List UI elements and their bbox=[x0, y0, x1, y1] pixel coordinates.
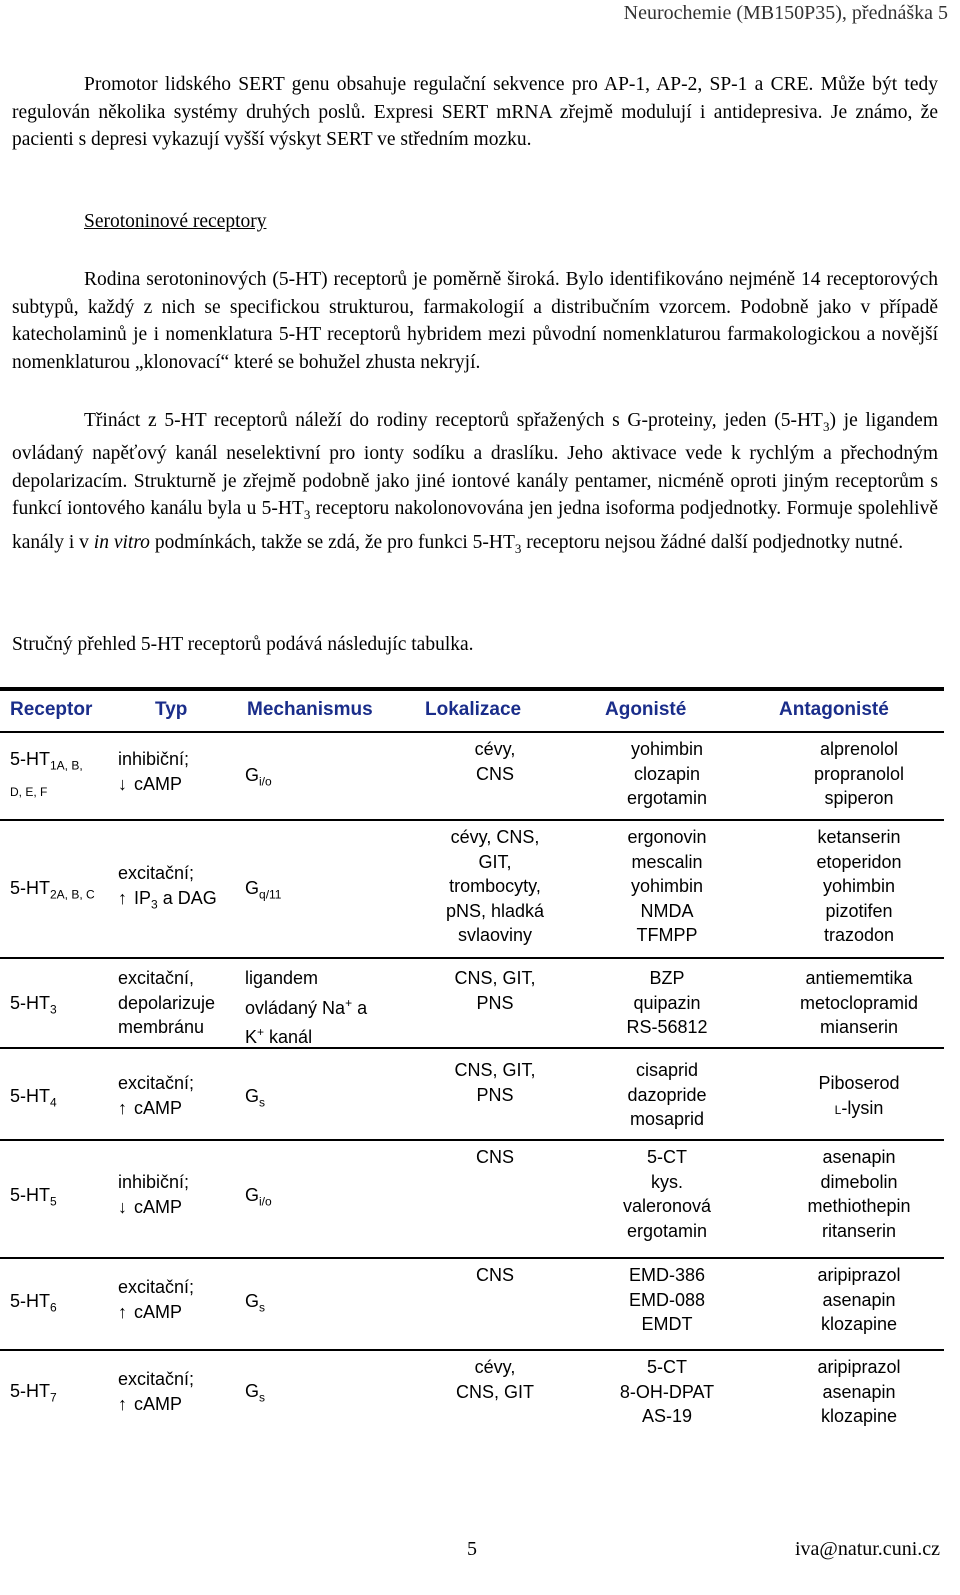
text: 5-HT bbox=[10, 1291, 50, 1311]
text: cévy, bbox=[474, 1357, 516, 1377]
subscript: 4 bbox=[50, 1095, 57, 1110]
text: CNS bbox=[475, 1265, 514, 1285]
text: CNS, GIT, bbox=[454, 1060, 536, 1080]
table-row bbox=[0, 733, 944, 821]
subscript: 3 bbox=[303, 507, 311, 523]
text: svlaoviny bbox=[457, 925, 533, 946]
receptor-table bbox=[0, 687, 944, 1441]
text: GIT, bbox=[478, 851, 512, 872]
text: 5-HT bbox=[10, 1086, 50, 1106]
mechanism-cell bbox=[245, 1379, 420, 1410]
text: 5-HT bbox=[10, 1185, 50, 1205]
text: G bbox=[245, 1291, 260, 1311]
text: Piboserod bbox=[818, 1073, 900, 1093]
text: RS-56812 bbox=[626, 1017, 708, 1038]
text: G bbox=[245, 765, 260, 785]
text: G bbox=[245, 1381, 260, 1401]
type-cell bbox=[118, 1367, 238, 1416]
text: antiememtika bbox=[805, 968, 913, 988]
text: cAMP bbox=[134, 773, 183, 794]
text: yohimbin bbox=[630, 876, 704, 897]
localization-cell bbox=[425, 1263, 565, 1288]
text: excitační; bbox=[118, 1277, 195, 1297]
type-cell bbox=[118, 1170, 238, 1219]
up-arrow-icon: ↑ bbox=[118, 1097, 127, 1118]
text: EMDT bbox=[641, 1314, 693, 1335]
receptor-cell bbox=[10, 1183, 110, 1214]
text: excitační; bbox=[118, 1369, 195, 1389]
table-row bbox=[0, 1351, 944, 1441]
text: BZP bbox=[649, 968, 685, 988]
text: clozapin bbox=[633, 763, 701, 784]
antagonists-cell bbox=[774, 1071, 944, 1122]
subscript: 3 bbox=[151, 897, 158, 912]
text: CNS bbox=[475, 1147, 514, 1167]
text: etoperidon bbox=[816, 851, 902, 872]
page-number: 5 bbox=[467, 1538, 477, 1560]
localization-cell bbox=[425, 1058, 565, 1107]
text: receptoru nakolonovována jen jedna isoforma podjednotky. Formuje spolehlivě kanály i v bbox=[12, 498, 938, 553]
text: ergotamin bbox=[626, 788, 708, 809]
text: ergonovin bbox=[627, 827, 707, 847]
text: ovládaný Na bbox=[245, 997, 346, 1018]
mechanism-cell bbox=[245, 1289, 420, 1320]
localization-cell bbox=[425, 1145, 565, 1170]
text: klozapine bbox=[820, 1406, 898, 1427]
localization-cell bbox=[425, 737, 565, 786]
down-arrow-icon: ↓ bbox=[118, 773, 127, 794]
text: 5-HT bbox=[10, 878, 50, 898]
text: trombocyty, bbox=[449, 876, 541, 897]
text: G bbox=[245, 878, 260, 898]
text: D, E, F bbox=[10, 785, 48, 800]
agonists-cell bbox=[582, 825, 752, 948]
text: asenapin bbox=[822, 1381, 896, 1402]
text: NMDA bbox=[640, 900, 694, 921]
receptor-cell bbox=[10, 876, 110, 907]
text: podmínkách, takže se zdá, že pro funkci 5-HT bbox=[149, 531, 515, 553]
text: membránu bbox=[118, 1017, 205, 1038]
page-header: Neurochemie (MB150P35), přednáška 5 bbox=[623, 2, 948, 24]
text: alprenolol bbox=[819, 739, 899, 759]
text: cAMP bbox=[134, 1097, 183, 1118]
author-email: iva@natur.cuni.cz bbox=[794, 1538, 940, 1560]
text: yohimbin bbox=[630, 739, 704, 759]
text: 5-HT bbox=[10, 1381, 50, 1401]
superscript: + bbox=[257, 1025, 265, 1040]
header-typ: Typ bbox=[155, 699, 188, 720]
receptor-cell bbox=[10, 991, 110, 1022]
text: 5-HT bbox=[10, 749, 50, 769]
agonists-cell bbox=[582, 966, 752, 1040]
agonists-cell bbox=[582, 737, 752, 811]
subscript: 1A, B, bbox=[50, 758, 83, 773]
text: cévy, bbox=[474, 739, 516, 759]
table-header-row bbox=[0, 691, 944, 733]
mechanism-cell bbox=[245, 1183, 420, 1214]
table-row bbox=[0, 821, 944, 959]
receptor-cell bbox=[10, 1084, 110, 1115]
text: excitační, bbox=[118, 968, 195, 988]
subscript: 7 bbox=[50, 1390, 57, 1405]
section-heading: Serotoninové receptory bbox=[84, 211, 267, 232]
table-row bbox=[0, 1259, 944, 1351]
text: aripiprazol bbox=[817, 1265, 901, 1285]
text: a DAG bbox=[157, 887, 217, 908]
down-arrow-icon: ↓ bbox=[118, 1196, 127, 1217]
up-arrow-icon: ↑ bbox=[118, 887, 127, 908]
text: CNS bbox=[475, 763, 514, 784]
text: cAMP bbox=[134, 1196, 183, 1217]
up-arrow-icon: ↑ bbox=[118, 1301, 127, 1322]
text: ligandem bbox=[245, 968, 319, 988]
subscript: 3 bbox=[50, 1002, 57, 1017]
antagonists-cell bbox=[774, 737, 944, 811]
text: CNS, GIT, bbox=[454, 968, 536, 988]
text: ketanserin bbox=[817, 827, 901, 847]
type-cell bbox=[118, 966, 238, 1040]
text: ritanserin bbox=[821, 1220, 897, 1241]
text: cévy, CNS, bbox=[450, 827, 540, 847]
text: PNS bbox=[476, 992, 514, 1013]
text: kys. bbox=[650, 1171, 683, 1192]
antagonists-cell bbox=[774, 1355, 944, 1429]
text: pNS, hladká bbox=[445, 900, 545, 921]
text: EMD-088 bbox=[628, 1289, 706, 1310]
subscript: 3 bbox=[514, 540, 522, 556]
text: asenapin bbox=[822, 1289, 896, 1310]
type-cell bbox=[118, 1071, 238, 1120]
text: cAMP bbox=[134, 1301, 183, 1322]
text: CNS, GIT bbox=[455, 1381, 534, 1402]
mechanism-cell bbox=[245, 763, 420, 794]
text: depolarizuje bbox=[118, 992, 216, 1013]
subscript: 2A, B, C bbox=[50, 887, 95, 902]
text: mosaprid bbox=[629, 1109, 705, 1130]
text: -lysin bbox=[841, 1097, 884, 1118]
receptor-cell bbox=[10, 1379, 110, 1410]
text: ) je ligandem ovládaný napěťový kanál neselektivní pro ionty sodíku a draslíku. Jeho aktivace vede k rychlým a přechodným depolarizacím. Strukturně je zřejmě podobně jako jiné iontové kanály pentamer, nicméně oproti jiným receptorům s funkcí iontového kanálu byla u 5-HT bbox=[12, 410, 938, 520]
agonists-cell bbox=[582, 1355, 752, 1429]
mechanism-cell bbox=[245, 1084, 420, 1115]
text: EMD-386 bbox=[628, 1265, 706, 1285]
text: AS-19 bbox=[641, 1406, 693, 1427]
text: asenapin bbox=[822, 1147, 896, 1167]
antagonists-cell bbox=[774, 1263, 944, 1337]
type-cell bbox=[118, 747, 238, 796]
text: ergotamin bbox=[626, 1220, 708, 1241]
header-lokalizace: Lokalizace bbox=[425, 699, 522, 720]
text: cisaprid bbox=[635, 1060, 699, 1080]
text: excitační; bbox=[118, 863, 195, 883]
receptor-cell bbox=[10, 747, 110, 805]
agonists-cell bbox=[582, 1145, 752, 1243]
text: G bbox=[245, 1185, 260, 1205]
text: a bbox=[352, 997, 368, 1018]
text: klozapine bbox=[820, 1314, 898, 1335]
table-row bbox=[0, 959, 944, 1049]
text: mianserin bbox=[819, 1017, 899, 1038]
agonists-cell bbox=[582, 1058, 752, 1132]
text: dimebolin bbox=[820, 1171, 898, 1192]
text: valeronová bbox=[622, 1196, 712, 1217]
text: 8-OH-DPAT bbox=[619, 1381, 715, 1402]
subscript: s bbox=[259, 1095, 266, 1110]
text: G bbox=[245, 1086, 260, 1106]
antagonists-cell bbox=[774, 825, 944, 948]
italic-text: in vitro bbox=[93, 531, 150, 553]
subscript: s bbox=[259, 1300, 266, 1315]
subscript: 3 bbox=[822, 418, 830, 434]
localization-cell bbox=[425, 825, 565, 948]
subscript: q/11 bbox=[259, 887, 282, 902]
text: spiperon bbox=[824, 788, 894, 809]
paragraph-receptor-family: Rodina serotoninových (5-HT) receptorů je poměrně široká. Bylo identifikováno nejméně 14 receptorových subtypů, každý z nich se specifickou strukturou, farmakologií a distribučním vzorcem. Podobně jako v případě katecholaminů je i nomenklatura 5-HT receptorů hybridem mezi původní nomenklaturou farmakologickou a novější nomenklaturou „klonovací“ které se bohužel zhusta nekryjí. bbox=[12, 269, 938, 373]
header-agoniste: Agonisté bbox=[605, 699, 687, 720]
text: pizotifen bbox=[825, 900, 893, 921]
text: inhibiční; bbox=[118, 1172, 190, 1192]
header-mechanismus: Mechanismus bbox=[247, 699, 373, 720]
antagonists-cell bbox=[774, 966, 944, 1040]
text: aripiprazol bbox=[817, 1357, 901, 1377]
header-receptor: Receptor bbox=[10, 699, 93, 720]
localization-cell bbox=[425, 966, 565, 1015]
receptor-cell bbox=[10, 1289, 110, 1320]
text: inhibiční; bbox=[118, 749, 190, 769]
paragraph-receptor-types bbox=[12, 407, 938, 562]
text: cAMP bbox=[134, 1393, 183, 1414]
table-row bbox=[0, 1049, 944, 1141]
text: PNS bbox=[476, 1084, 514, 1105]
mechanism-cell bbox=[245, 876, 420, 907]
text: yohimbin bbox=[822, 876, 896, 897]
text: IP bbox=[134, 887, 152, 908]
subscript: s bbox=[259, 1390, 266, 1405]
subscript: i/o bbox=[259, 1194, 272, 1209]
text: quipazin bbox=[633, 992, 701, 1013]
subscript: 6 bbox=[50, 1300, 57, 1315]
text: 5-CT bbox=[647, 1357, 687, 1377]
subscript: i/o bbox=[259, 774, 272, 789]
text: metoclopramid bbox=[799, 992, 919, 1013]
text: methiothepin bbox=[807, 1196, 911, 1217]
paragraph-table-intro: Stručný přehled 5-HT receptorů podává následujíc tabulka. bbox=[12, 634, 474, 655]
paragraph-sert-promoter: Promotor lidského SERT genu obsahuje regulační sekvence pro AP-1, AP-2, SP-1 a CRE. Může být tedy regulován několika systémy druhých poslů. Expresi SERT mRNA zřejmě modulují i antidepresiva. Je známo, že pacienti s depresi vykazují vyšší výskyt SERT ve středním mozku. bbox=[12, 74, 938, 150]
small-caps-letter: L bbox=[834, 1102, 842, 1117]
agonists-cell bbox=[582, 1263, 752, 1337]
text: K bbox=[245, 1027, 258, 1048]
header-antagoniste: Antagonisté bbox=[779, 699, 889, 720]
text: 5-CT bbox=[647, 1147, 687, 1167]
text: excitační; bbox=[118, 1073, 195, 1093]
type-cell bbox=[118, 861, 238, 917]
text: propranolol bbox=[813, 763, 905, 784]
text: TFMPP bbox=[636, 925, 698, 946]
text: 5-HT bbox=[10, 993, 50, 1013]
mechanism-cell bbox=[245, 966, 420, 1050]
text: Třináct z 5-HT receptorů náleží do rodiny receptorů spřažených s G-proteiny, jeden (5-HT bbox=[84, 410, 823, 431]
localization-cell bbox=[425, 1355, 565, 1404]
up-arrow-icon: ↑ bbox=[118, 1393, 127, 1414]
antagonists-cell bbox=[774, 1145, 944, 1243]
subscript: 5 bbox=[50, 1194, 57, 1209]
type-cell bbox=[118, 1275, 238, 1324]
table-row bbox=[0, 1141, 944, 1259]
text: mescalin bbox=[631, 851, 703, 872]
text: trazodon bbox=[823, 925, 895, 946]
text: dazopride bbox=[627, 1084, 707, 1105]
text: kanál bbox=[264, 1027, 313, 1048]
superscript: + bbox=[345, 995, 353, 1010]
text: receptoru nejsou žádné další podjednotky nutné. bbox=[521, 531, 904, 553]
